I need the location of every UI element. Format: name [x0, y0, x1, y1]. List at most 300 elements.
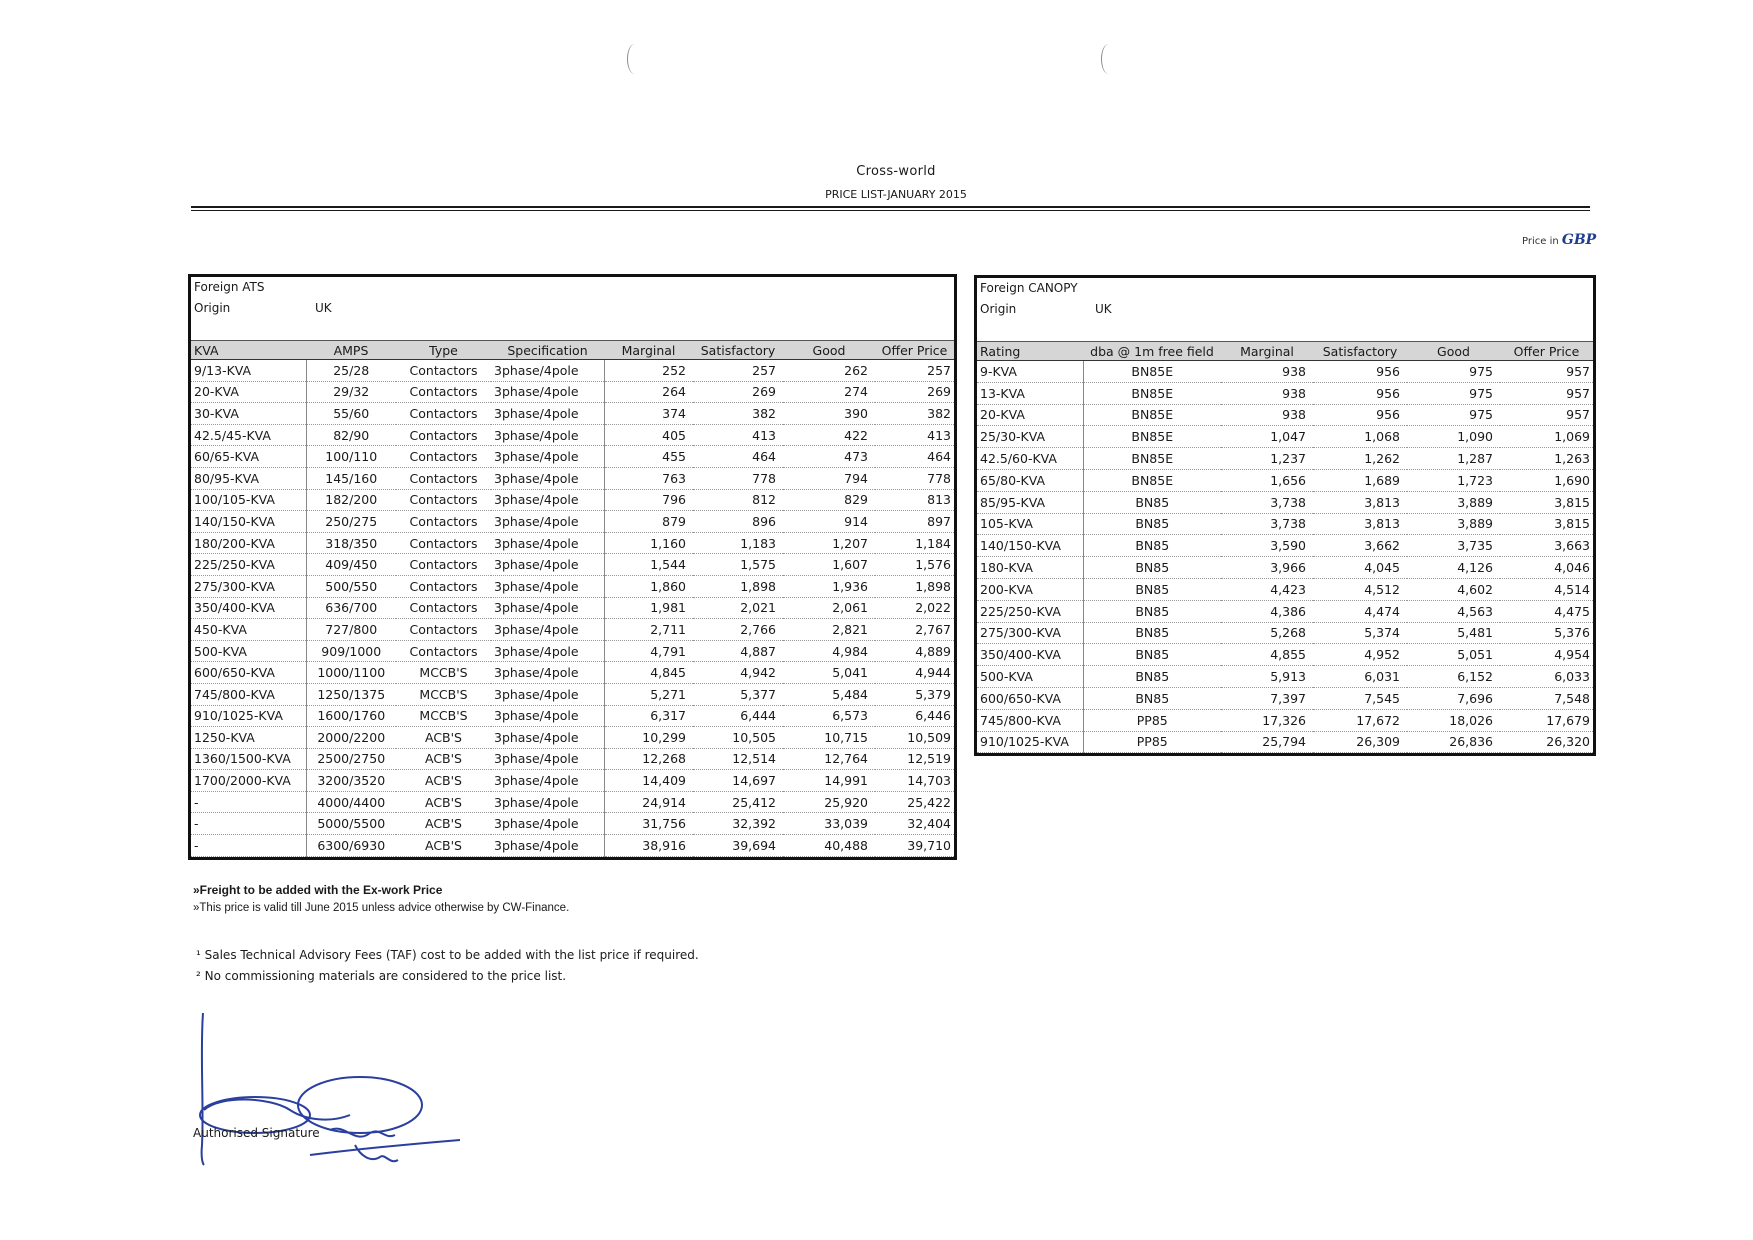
table-row: [977, 361, 1593, 383]
canopy-table-cell: 6,033: [1500, 666, 1593, 688]
table-row: [191, 403, 954, 425]
ats-table-cell: 3phase/4pole: [491, 640, 604, 662]
ats-table-cell: 4,942: [693, 662, 783, 684]
ats-table-cell: 350/400-KVA: [191, 597, 306, 619]
ats-table-cell: 3phase/4pole: [491, 532, 604, 554]
canopy-table-cell: 3,889: [1407, 491, 1500, 513]
ats-table-cell: 9/13-KVA: [191, 360, 306, 382]
ats-table-cell: 3phase/4pole: [491, 770, 604, 792]
ats-table-cell: 382: [875, 403, 954, 425]
table-row: [191, 705, 954, 727]
price-in-label: Price in: [1522, 236, 1559, 247]
canopy-table-cell: 1,068: [1313, 426, 1407, 448]
ats-table-cell: 829: [783, 489, 875, 511]
canopy-table-cell: 25,794: [1221, 731, 1313, 753]
canopy-table-cell: 1,262: [1313, 448, 1407, 470]
ats-table-cell: Contactors: [396, 532, 491, 554]
ats-table-cell: -: [191, 835, 306, 857]
canopy-table-cell: BN85E: [1083, 469, 1221, 491]
ats-table-cell: 413: [875, 424, 954, 446]
ats-table-cell: 25,920: [783, 791, 875, 813]
ats-table-cell: 2,766: [693, 619, 783, 641]
ats-table-cell: 2,711: [604, 619, 693, 641]
ats-table-cell: 3phase/4pole: [491, 791, 604, 813]
ats-table-cell: 794: [783, 467, 875, 489]
ats-table-cell: Contactors: [396, 597, 491, 619]
canopy-column-header: Satisfactory: [1313, 342, 1407, 361]
canopy-table-cell: BN85: [1083, 600, 1221, 622]
ats-table-cell: 29/32: [306, 381, 396, 403]
canopy-table-cell: 4,126: [1407, 557, 1500, 579]
ats-table-cell: 40,488: [783, 835, 875, 857]
ats-table-cell: Contactors: [396, 511, 491, 533]
ats-origin-label: Origin: [194, 301, 231, 315]
ats-table-cell: 1,544: [604, 554, 693, 576]
ats-table-cell: 896: [693, 511, 783, 533]
table-row: [977, 687, 1593, 709]
canopy-table-cell: 600/650-KVA: [977, 687, 1083, 709]
ats-table-cell: Contactors: [396, 640, 491, 662]
canopy-table-cell: 938: [1221, 361, 1313, 383]
table-row: [977, 731, 1593, 753]
ats-table-cell: 3200/3520: [306, 770, 396, 792]
table-row: [977, 448, 1593, 470]
ats-table-cell: 10,505: [693, 727, 783, 749]
ats-table-cell: 257: [693, 360, 783, 382]
ats-table-cell: 269: [693, 381, 783, 403]
ats-table-cell: Contactors: [396, 424, 491, 446]
ats-table-cell: Contactors: [396, 403, 491, 425]
ats-table-cell: 3phase/4pole: [491, 705, 604, 727]
canopy-table-cell: BN85E: [1083, 382, 1221, 404]
ats-column-header: Satisfactory: [693, 341, 783, 360]
ats-table-cell: Contactors: [396, 575, 491, 597]
ats-table-cell: 2,821: [783, 619, 875, 641]
ats-table-cell: 374: [604, 403, 693, 425]
ats-table-cell: 6,446: [875, 705, 954, 727]
ats-origin-value: UK: [315, 301, 332, 315]
ats-table-cell: 6,317: [604, 705, 693, 727]
table-row: [977, 404, 1593, 426]
ats-table-cell: 1,184: [875, 532, 954, 554]
canopy-table-cell: 956: [1313, 404, 1407, 426]
ats-table-cell: 32,392: [693, 813, 783, 835]
ats-table-cell: 600/650-KVA: [191, 662, 306, 684]
table-row: [191, 791, 954, 813]
canopy-table-cell: 1,263: [1500, 448, 1593, 470]
ats-table-cell: 2,061: [783, 597, 875, 619]
ats-table-cell: 1600/1760: [306, 705, 396, 727]
canopy-table-cell: 5,268: [1221, 622, 1313, 644]
canopy-table-cell: 957: [1500, 361, 1593, 383]
ats-column-header: Offer Price: [875, 341, 954, 360]
ats-column-header: Marginal: [604, 341, 693, 360]
canopy-table-cell: 1,690: [1500, 469, 1593, 491]
ats-table-cell: 262: [783, 360, 875, 382]
canopy-table-cell: 13-KVA: [977, 382, 1083, 404]
ats-table-cell: 3phase/4pole: [491, 619, 604, 641]
ats-table-cell: 382: [693, 403, 783, 425]
canopy-price-table: [977, 342, 1593, 753]
ats-table-cell: -: [191, 813, 306, 835]
ats-table-cell: 3phase/4pole: [491, 360, 604, 382]
ats-table-cell: 1,898: [875, 575, 954, 597]
canopy-table-cell: 4,563: [1407, 600, 1500, 622]
table-row: [977, 557, 1593, 579]
canopy-table-cell: BN85: [1083, 513, 1221, 535]
canopy-table-cell: 6,031: [1313, 666, 1407, 688]
table-row: [191, 360, 954, 382]
canopy-table-cell: 5,913: [1221, 666, 1313, 688]
ats-table-cell: 1250/1375: [306, 683, 396, 705]
ats-table-cell: 100/110: [306, 446, 396, 468]
canopy-table-cell: 3,813: [1313, 513, 1407, 535]
canopy-table-cell: BN85: [1083, 644, 1221, 666]
ats-table-cell: 813: [875, 489, 954, 511]
table-row: [977, 600, 1593, 622]
canopy-table-cell: BN85: [1083, 578, 1221, 600]
canopy-table-cell: 956: [1313, 382, 1407, 404]
header-rule-top: [191, 206, 1590, 208]
ats-table-cell: 422: [783, 424, 875, 446]
table-row: [191, 640, 954, 662]
canopy-header-row: [977, 342, 1593, 361]
ats-table-cell: ACB'S: [396, 727, 491, 749]
ats-table-cell: 450-KVA: [191, 619, 306, 641]
canopy-table-cell: 956: [1313, 361, 1407, 383]
ats-table-cell: 636/700: [306, 597, 396, 619]
ats-table-cell: 82/90: [306, 424, 396, 446]
ats-table-cell: 3phase/4pole: [491, 835, 604, 857]
ats-table-cell: 464: [693, 446, 783, 468]
ats-table-cell: 10,715: [783, 727, 875, 749]
ats-table-cell: 4,887: [693, 640, 783, 662]
ats-table-cell: 4,984: [783, 640, 875, 662]
canopy-table-cell: 745/800-KVA: [977, 709, 1083, 731]
ats-table-cell: 140/150-KVA: [191, 511, 306, 533]
canopy-table-cell: 140/150-KVA: [977, 535, 1083, 557]
table-row: [191, 748, 954, 770]
ats-table-cell: 2,021: [693, 597, 783, 619]
canopy-table-cell: 3,813: [1313, 491, 1407, 513]
ats-table-cell: 5000/5500: [306, 813, 396, 835]
ats-table-cell: 914: [783, 511, 875, 533]
canopy-origin-label: Origin: [980, 302, 1017, 316]
freight-note: »Freight to be added with the Ex-work Price: [193, 883, 443, 897]
ats-table-cell: 778: [693, 467, 783, 489]
canopy-price-panel: [974, 275, 1596, 756]
table-row: [977, 426, 1593, 448]
ats-table-body: [191, 360, 954, 857]
canopy-table-cell: 957: [1500, 382, 1593, 404]
ats-table-cell: MCCB'S: [396, 662, 491, 684]
table-row: [977, 578, 1593, 600]
ats-table-cell: 796: [604, 489, 693, 511]
ats-table-cell: Contactors: [396, 446, 491, 468]
ats-table-cell: 39,710: [875, 835, 954, 857]
ats-table-cell: 1000/1100: [306, 662, 396, 684]
canopy-table-cell: 20-KVA: [977, 404, 1083, 426]
ats-table-cell: 409/450: [306, 554, 396, 576]
table-row: [191, 554, 954, 576]
ats-table-cell: 20-KVA: [191, 381, 306, 403]
canopy-table-cell: 4,952: [1313, 644, 1407, 666]
canopy-table-cell: 9-KVA: [977, 361, 1083, 383]
ats-table-cell: 42.5/45-KVA: [191, 424, 306, 446]
ats-table-cell: 1,898: [693, 575, 783, 597]
ats-table-cell: 2,022: [875, 597, 954, 619]
canopy-table-cell: 25/30-KVA: [977, 426, 1083, 448]
canopy-table-cell: BN85: [1083, 666, 1221, 688]
ats-table-cell: 1250-KVA: [191, 727, 306, 749]
ats-table-cell: 1,160: [604, 532, 693, 554]
ats-table-cell: 182/200: [306, 489, 396, 511]
canopy-table-cell: 3,815: [1500, 491, 1593, 513]
canopy-column-header: Marginal: [1221, 342, 1313, 361]
document-title: PRICE LIST-JANUARY 2015: [825, 188, 967, 201]
ats-column-header: Good: [783, 341, 875, 360]
table-row: [191, 683, 954, 705]
table-row: [191, 575, 954, 597]
ats-table-cell: 4,845: [604, 662, 693, 684]
ats-table-cell: 1,981: [604, 597, 693, 619]
canopy-table-cell: 3,966: [1221, 557, 1313, 579]
ats-table-cell: 1,936: [783, 575, 875, 597]
canopy-table-cell: 957: [1500, 404, 1593, 426]
footnotes-block: [196, 948, 699, 990]
canopy-table-cell: 910/1025-KVA: [977, 731, 1083, 753]
ats-table-cell: 6300/6930: [306, 835, 396, 857]
canopy-column-header: dba @ 1m free field: [1083, 342, 1221, 361]
canopy-panel-header: [977, 278, 1593, 342]
canopy-table-cell: BN85E: [1083, 361, 1221, 383]
ats-table-cell: 778: [875, 467, 954, 489]
ats-table-cell: 4,791: [604, 640, 693, 662]
table-row: [191, 446, 954, 468]
ats-table-cell: 3phase/4pole: [491, 727, 604, 749]
ats-table-cell: ACB'S: [396, 813, 491, 835]
ats-table-cell: MCCB'S: [396, 705, 491, 727]
ats-table-cell: 145/160: [306, 467, 396, 489]
table-row: [191, 835, 954, 857]
canopy-table-cell: 3,889: [1407, 513, 1500, 535]
canopy-table-cell: 4,855: [1221, 644, 1313, 666]
ats-table-cell: 455: [604, 446, 693, 468]
ats-table-cell: 14,991: [783, 770, 875, 792]
canopy-table-cell: 180-KVA: [977, 557, 1083, 579]
ats-table-cell: 1,575: [693, 554, 783, 576]
canopy-table-cell: BN85: [1083, 491, 1221, 513]
canopy-table-cell: 4,474: [1313, 600, 1407, 622]
canopy-table-cell: 1,723: [1407, 469, 1500, 491]
ats-table-cell: 879: [604, 511, 693, 533]
ats-table-cell: 252: [604, 360, 693, 382]
ats-table-cell: 250/275: [306, 511, 396, 533]
ats-table-cell: 727/800: [306, 619, 396, 641]
ats-table-cell: Contactors: [396, 554, 491, 576]
canopy-table-cell: 17,672: [1313, 709, 1407, 731]
ats-table-cell: 1,860: [604, 575, 693, 597]
ats-column-header: Specification: [491, 341, 604, 360]
canopy-table-cell: 3,662: [1313, 535, 1407, 557]
canopy-table-cell: BN85: [1083, 687, 1221, 709]
canopy-table-cell: 1,047: [1221, 426, 1313, 448]
canopy-table-cell: 200-KVA: [977, 578, 1083, 600]
canopy-table-cell: 1,237: [1221, 448, 1313, 470]
table-row: [191, 770, 954, 792]
canopy-table-cell: 3,815: [1500, 513, 1593, 535]
ats-table-cell: 3phase/4pole: [491, 597, 604, 619]
canopy-table-cell: BN85E: [1083, 404, 1221, 426]
canopy-table-cell: 42.5/60-KVA: [977, 448, 1083, 470]
canopy-table-cell: 225/250-KVA: [977, 600, 1083, 622]
ats-table-cell: 25,422: [875, 791, 954, 813]
punch-hole-right: [1101, 44, 1116, 74]
canopy-table-cell: BN85E: [1083, 448, 1221, 470]
ats-table-cell: ACB'S: [396, 770, 491, 792]
canopy-table-cell: 5,374: [1313, 622, 1407, 644]
ats-table-cell: 3phase/4pole: [491, 489, 604, 511]
ats-table-cell: 812: [693, 489, 783, 511]
canopy-table-cell: 105-KVA: [977, 513, 1083, 535]
ats-table-cell: 5,379: [875, 683, 954, 705]
ats-table-cell: 269: [875, 381, 954, 403]
ats-table-cell: 5,041: [783, 662, 875, 684]
ats-table-cell: 3phase/4pole: [491, 403, 604, 425]
canopy-table-cell: 1,287: [1407, 448, 1500, 470]
ats-table-cell: ACB'S: [396, 835, 491, 857]
ats-table-cell: 24,914: [604, 791, 693, 813]
canopy-table-cell: BN85E: [1083, 426, 1221, 448]
canopy-table-cell: 4,045: [1313, 557, 1407, 579]
notes-block: [193, 883, 569, 914]
ats-table-cell: 5,377: [693, 683, 783, 705]
canopy-column-header: Offer Price: [1500, 342, 1593, 361]
canopy-table-body: [977, 361, 1593, 753]
canopy-table-cell: 26,309: [1313, 731, 1407, 753]
ats-table-cell: 12,514: [693, 748, 783, 770]
ats-table-cell: 1,607: [783, 554, 875, 576]
table-row: [191, 489, 954, 511]
ats-table-cell: 38,916: [604, 835, 693, 857]
ats-table-cell: 55/60: [306, 403, 396, 425]
canopy-table-cell: 938: [1221, 382, 1313, 404]
ats-table-cell: 1,183: [693, 532, 783, 554]
ats-table-cell: 274: [783, 381, 875, 403]
canopy-table-cell: BN85: [1083, 535, 1221, 557]
ats-table-cell: 3phase/4pole: [491, 381, 604, 403]
canopy-table-cell: 85/95-KVA: [977, 491, 1083, 513]
ats-table-cell: 500-KVA: [191, 640, 306, 662]
price-currency-note: [1522, 232, 1596, 248]
canopy-table-cell: 4,514: [1500, 578, 1593, 600]
canopy-table-cell: 3,663: [1500, 535, 1593, 557]
ats-table-cell: ACB'S: [396, 748, 491, 770]
company-name: Cross-world: [856, 164, 936, 179]
ats-title: Foreign ATS: [194, 280, 265, 294]
canopy-table-cell: 17,679: [1500, 709, 1593, 731]
ats-table-cell: 14,703: [875, 770, 954, 792]
ats-table-cell: 12,764: [783, 748, 875, 770]
ats-table-cell: 32,404: [875, 813, 954, 835]
table-row: [191, 467, 954, 489]
ats-table-cell: 2,767: [875, 619, 954, 641]
canopy-table-cell: 3,738: [1221, 513, 1313, 535]
ats-table-cell: 25,412: [693, 791, 783, 813]
canopy-table-cell: BN85: [1083, 622, 1221, 644]
canopy-table-cell: 4,423: [1221, 578, 1313, 600]
ats-table-cell: Contactors: [396, 360, 491, 382]
ats-column-header: Type: [396, 341, 491, 360]
ats-table-cell: 3phase/4pole: [491, 813, 604, 835]
ats-table-cell: 14,409: [604, 770, 693, 792]
ats-table-cell: 3phase/4pole: [491, 554, 604, 576]
ats-table-cell: 60/65-KVA: [191, 446, 306, 468]
ats-table-cell: 1360/1500-KVA: [191, 748, 306, 770]
canopy-table-cell: 26,836: [1407, 731, 1500, 753]
ats-table-cell: 100/105-KVA: [191, 489, 306, 511]
ats-table-cell: 3phase/4pole: [491, 446, 604, 468]
canopy-table-cell: 26,320: [1500, 731, 1593, 753]
ats-table-cell: 1,576: [875, 554, 954, 576]
ats-table-cell: 473: [783, 446, 875, 468]
canopy-table-cell: 4,602: [1407, 578, 1500, 600]
ats-panel-header: [191, 277, 954, 341]
canopy-table-cell: 18,026: [1407, 709, 1500, 731]
table-row: [977, 622, 1593, 644]
canopy-table-cell: 4,954: [1500, 644, 1593, 666]
canopy-table-cell: 5,481: [1407, 622, 1500, 644]
table-row: [977, 382, 1593, 404]
ats-table-cell: MCCB'S: [396, 683, 491, 705]
ats-table-cell: 12,519: [875, 748, 954, 770]
ats-column-header: AMPS: [306, 341, 396, 360]
canopy-table-cell: PP85: [1083, 709, 1221, 731]
canopy-table-cell: BN85: [1083, 557, 1221, 579]
ats-table-cell: 745/800-KVA: [191, 683, 306, 705]
signature-label: Authorised Signature: [193, 1126, 320, 1140]
canopy-table-cell: 938: [1221, 404, 1313, 426]
footnote-1: ¹ Sales Technical Advisory Fees (TAF) cost to be added with the list price if required.: [196, 948, 699, 962]
ats-table-cell: 257: [875, 360, 954, 382]
table-row: [191, 813, 954, 835]
canopy-table-cell: 4,475: [1500, 600, 1593, 622]
header-rule-bottom: [191, 210, 1590, 211]
canopy-table-cell: 17,326: [1221, 709, 1313, 731]
ats-table-cell: 25/28: [306, 360, 396, 382]
canopy-table-cell: 975: [1407, 361, 1500, 383]
validity-note: »This price is valid till June 2015 unless advice otherwise by CW-Finance.: [193, 902, 570, 914]
ats-table-cell: 5,271: [604, 683, 693, 705]
canopy-table-cell: 1,656: [1221, 469, 1313, 491]
table-row: [191, 532, 954, 554]
canopy-table-cell: 7,397: [1221, 687, 1313, 709]
canopy-table-cell: 7,548: [1500, 687, 1593, 709]
canopy-table-cell: 1,069: [1500, 426, 1593, 448]
canopy-table-cell: 500-KVA: [977, 666, 1083, 688]
ats-table-cell: 3phase/4pole: [491, 511, 604, 533]
ats-table-cell: 10,509: [875, 727, 954, 749]
canopy-table-cell: 975: [1407, 382, 1500, 404]
footnote-2: ² No commissioning materials are considered to the price list.: [196, 969, 567, 983]
ats-table-cell: 80/95-KVA: [191, 467, 306, 489]
ats-table-cell: 2000/2200: [306, 727, 396, 749]
canopy-table-cell: 65/80-KVA: [977, 469, 1083, 491]
table-row: [191, 727, 954, 749]
currency-label: GBP: [1561, 232, 1597, 248]
table-row: [977, 709, 1593, 731]
ats-column-header: KVA: [191, 341, 306, 360]
